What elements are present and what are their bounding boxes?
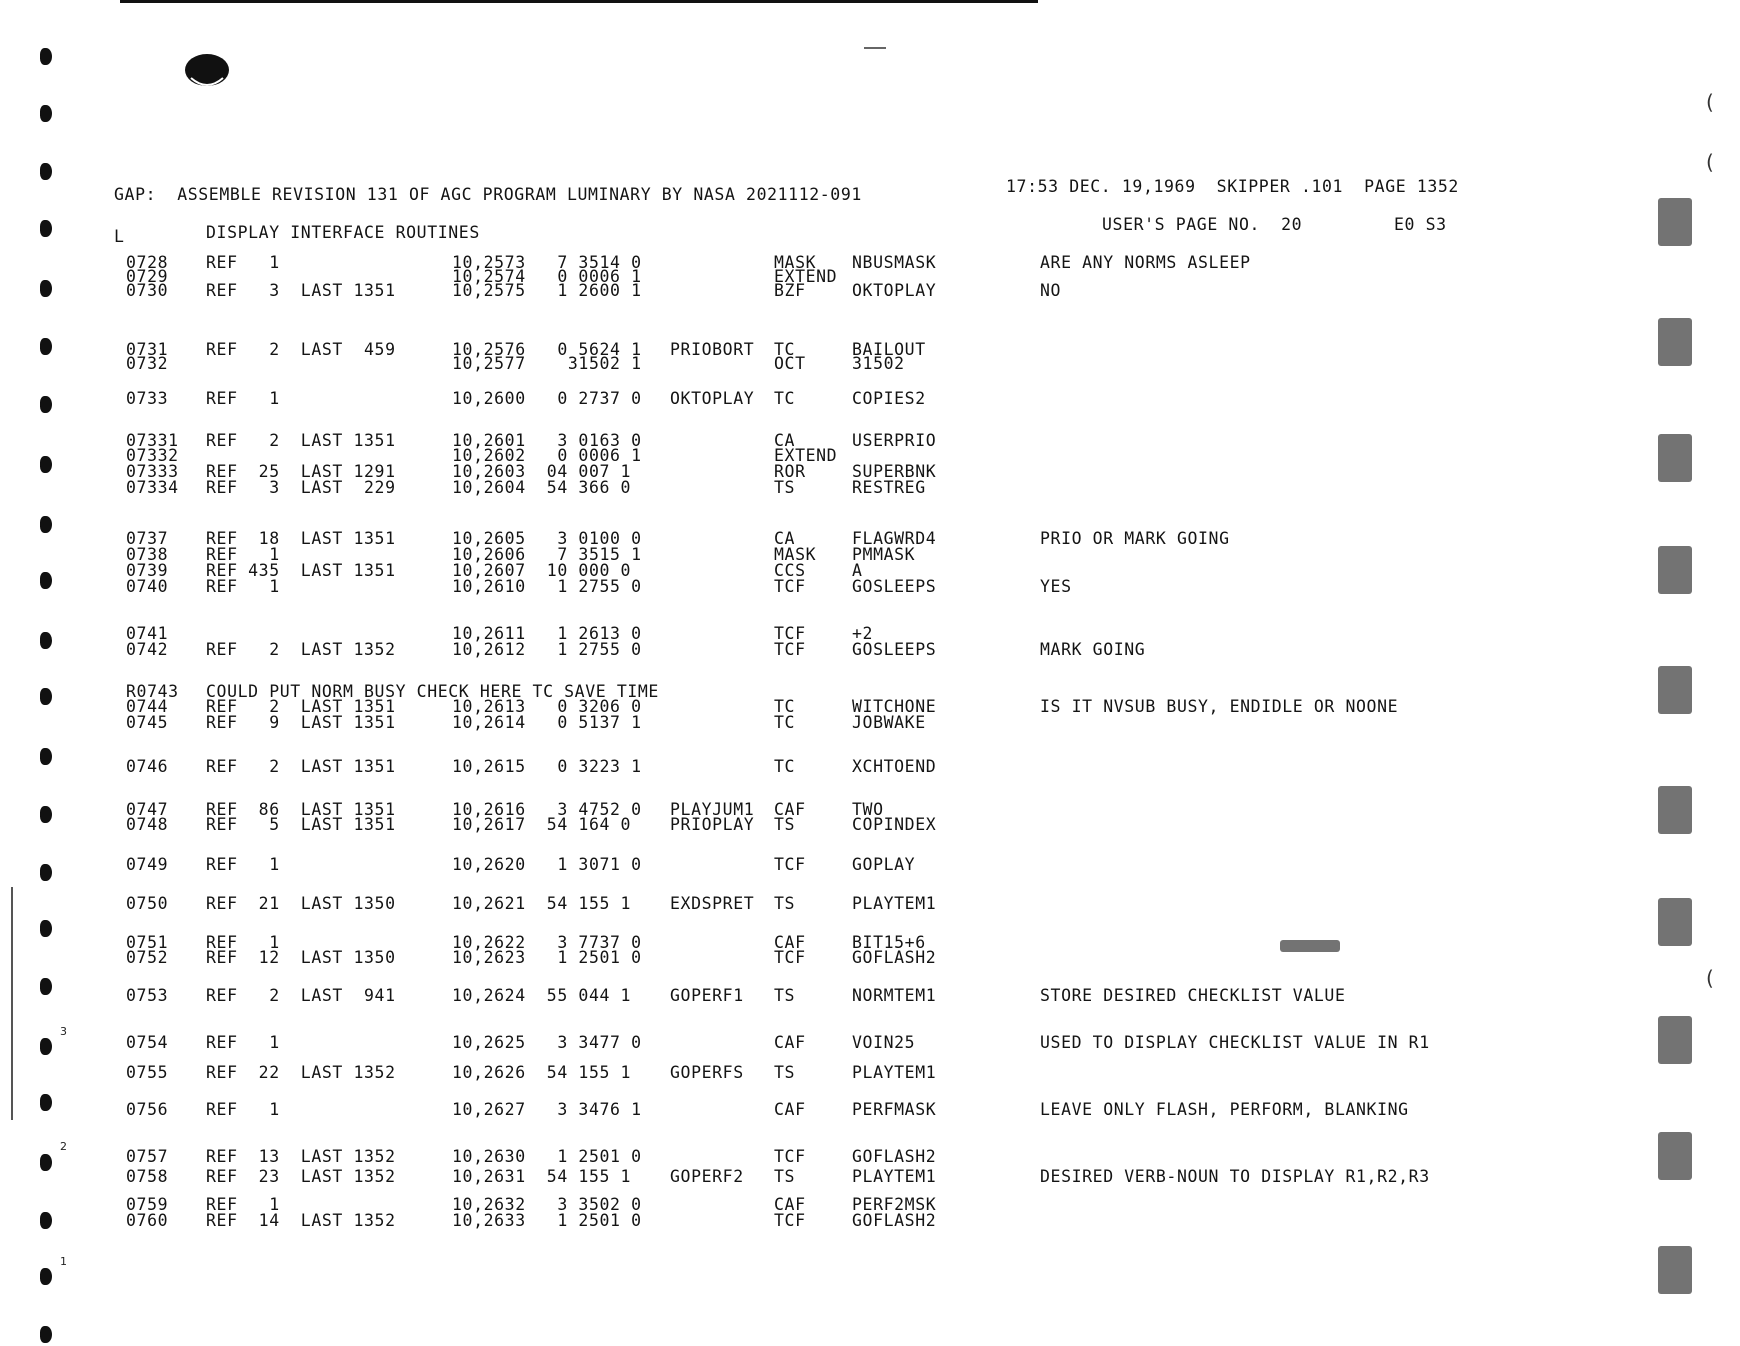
listing-line: 0728 (126, 253, 169, 272)
listing-ref: REF 1 (206, 1100, 280, 1119)
users-page: USER'S PAGE NO. 20 (1102, 215, 1303, 234)
run-info: 17:53 DEC. 19,1969 SKIPPER .101 PAGE 1352 (1006, 177, 1459, 196)
listing-comment: ARE ANY NORMS ASLEEP (1040, 253, 1251, 272)
listing-addr: 10,2621 54 155 1 (452, 894, 632, 913)
listing-title: GAP: ASSEMBLE REVISION 131 OF AGC PROGRAM LUMINARY BY NASA 2021112-091 (114, 185, 862, 204)
edge-mark: ( (1706, 90, 1714, 114)
listing-ref: REF 1 (206, 933, 280, 952)
listing-line: 0742 (126, 640, 169, 659)
listing-comment: LEAVE ONLY FLASH, PERFORM, BLANKING (1040, 1100, 1409, 1119)
listing-comment: USED TO DISPLAY CHECKLIST VALUE IN R1 (1040, 1033, 1430, 1052)
listing-operand: 31502 (852, 354, 905, 373)
listing-comment: YES (1040, 577, 1072, 596)
listing-line: 0748 (126, 815, 169, 834)
listing-op: TS (774, 894, 796, 913)
listing-comment: IS IT NVSUB BUSY, ENDIDLE OR NOONE (1040, 697, 1399, 716)
listing-operand: GOSLEEPS (852, 640, 937, 659)
listing-ref: REF 13 LAST 1352 (206, 1147, 396, 1166)
listing-operand: A (852, 561, 863, 580)
listing-line: 0732 (126, 354, 169, 373)
smudge (1658, 898, 1692, 946)
listing-line: 0745 (126, 713, 169, 732)
listing-addr: 10,2612 1 2755 0 (452, 640, 642, 659)
listing-addr: 10,2632 3 3502 0 (452, 1195, 642, 1214)
listing-addr: 10,2600 0 2737 0 (452, 389, 642, 408)
listing-operand: FLAGWRD4 (852, 529, 937, 548)
listing-op: TS (774, 986, 796, 1005)
listing-ref: REF 2 LAST 1351 (206, 431, 396, 450)
listing-addr: 10,2633 1 2501 0 (452, 1211, 642, 1230)
margin-mark: 2 (60, 1140, 67, 1153)
listing-line: 07331 (126, 431, 179, 450)
listing-ref: REF 2 LAST 941 (206, 986, 396, 1005)
listing-comment: NO (1040, 281, 1062, 300)
listing-addr: 10,2577 31502 1 (452, 354, 642, 373)
listing-operand: GOSLEEPS (852, 577, 937, 596)
listing-operand: BAILOUT (852, 340, 926, 359)
listing-op: EXTEND (774, 267, 838, 286)
listing-ref: REF 1 (206, 545, 280, 564)
listing-addr: 10,2622 3 7737 0 (452, 933, 642, 952)
margin-mark: 1 (60, 1255, 67, 1268)
listing-operand: +2 (852, 624, 874, 643)
listing-line: 0730 (126, 281, 169, 300)
binder-hole (40, 338, 52, 355)
listing-comment: DESIRED VERB-NOUN TO DISPLAY R1,R2,R3 (1040, 1167, 1430, 1186)
listing-op: OCT (774, 354, 806, 373)
binder-hole (40, 806, 52, 823)
listing-ref: REF 1 (206, 577, 280, 596)
listing-ref: REF 1 (206, 389, 280, 408)
listing-op: ROR (774, 462, 806, 481)
listing-operand: COPINDEX (852, 815, 937, 834)
listing-operand: COPIES2 (852, 389, 926, 408)
listing-op: BZF (774, 281, 806, 300)
edge-mark: ( (1706, 966, 1714, 990)
margin-mark: 3 (60, 1025, 67, 1038)
listing-addr: 10,2615 0 3223 1 (452, 757, 642, 776)
listing-operand: GOPLAY (852, 855, 916, 874)
listing-line: 07334 (126, 478, 179, 497)
listing-ref: REF 18 LAST 1351 (206, 529, 396, 548)
listing-addr: 10,2627 3 3476 1 (452, 1100, 642, 1119)
listing-line: 0746 (126, 757, 169, 776)
listing-addr: 10,2620 1 3071 0 (452, 855, 642, 874)
listing-ref: REF 3 LAST 1351 (206, 281, 396, 300)
listing-line: 0754 (126, 1033, 169, 1052)
listing-addr: 10,2613 0 3206 0 (452, 697, 642, 716)
binder-hole (40, 632, 52, 649)
binder-hole (40, 920, 52, 937)
listing-addr: 10,2625 3 3477 0 (452, 1033, 642, 1052)
listing-op: TCF (774, 948, 806, 967)
listing-line: 0752 (126, 948, 169, 967)
listing-line: 0740 (126, 577, 169, 596)
listing-addr: 10,2606 7 3515 1 (452, 545, 642, 564)
listing-line: 0749 (126, 855, 169, 874)
listing-line: 0753 (126, 986, 169, 1005)
listing-line: 0756 (126, 1100, 169, 1119)
listing-operand: OKTOPLAY (852, 281, 937, 300)
binder-hole (40, 572, 52, 589)
listing-addr: 10,2630 1 2501 0 (452, 1147, 642, 1166)
listing-label: PRIOBORT (670, 340, 755, 359)
listing-op: CAF (774, 1100, 806, 1119)
listing-op: CA (774, 529, 796, 548)
listing-line: 0751 (126, 933, 169, 952)
binder-hole (40, 105, 52, 122)
listing-addr: 10,2617 54 164 0 (452, 815, 632, 834)
listing-op: TCF (774, 577, 806, 596)
listing-ref: COULD PUT NORM BUSY CHECK HERE TC SAVE TIME (206, 682, 659, 701)
binder-hole (40, 280, 52, 297)
listing-ref: REF 435 LAST 1351 (206, 561, 396, 580)
binder-hole (40, 48, 52, 65)
listing-line: 0729 (126, 267, 169, 286)
listing-line: 0738 (126, 545, 169, 564)
smudge (1658, 1132, 1692, 1180)
listing-operand: BIT15+6 (852, 933, 926, 952)
listing-op: CCS (774, 561, 806, 580)
listing-op: TS (774, 478, 796, 497)
section-marker: L (114, 227, 125, 246)
listing-addr: 10,2605 3 0100 0 (452, 529, 642, 548)
listing-operand: JOBWAKE (852, 713, 926, 732)
smudge (1658, 546, 1692, 594)
listing-addr: 10,2610 1 2755 0 (452, 577, 642, 596)
listing-label: EXDSPRET (670, 894, 755, 913)
listing-line: 0750 (126, 894, 169, 913)
listing-addr: 10,2631 54 155 1 (452, 1167, 632, 1186)
listing-ref: REF 22 LAST 1352 (206, 1063, 396, 1082)
listing-operand: USERPRIO (852, 431, 937, 450)
listing-operand: RESTREG (852, 478, 926, 497)
listing-operand: SUPERBNK (852, 462, 937, 481)
listing-ref: REF 2 LAST 1352 (206, 640, 396, 659)
listing-line: 0755 (126, 1063, 169, 1082)
listing-operand: VOIN25 (852, 1033, 916, 1052)
listing-ref: REF 1 (206, 253, 280, 272)
smudge (1658, 318, 1692, 366)
listing-label: PRIOPLAY (670, 815, 755, 834)
listing-ref: REF 5 LAST 1351 (206, 815, 396, 834)
left-margin-rule (11, 887, 13, 1120)
listing-addr: 10,2616 3 4752 0 (452, 800, 642, 819)
log-section: E0 S3 (1394, 215, 1447, 234)
listing-line: R0743 (126, 682, 179, 701)
listing-operand: GOFLASH2 (852, 1211, 937, 1230)
listing-line: 0733 (126, 389, 169, 408)
listing-ref: REF 9 LAST 1351 (206, 713, 396, 732)
listing-label: GOPERF1 (670, 986, 744, 1005)
listing-op: TC (774, 757, 796, 776)
listing-ref: REF 12 LAST 1350 (206, 948, 396, 967)
listing-label: GOPERFS (670, 1063, 744, 1082)
listing-line: 0757 (126, 1147, 169, 1166)
binder-hole (40, 1154, 52, 1171)
listing-ref: REF 21 LAST 1350 (206, 894, 396, 913)
listing-operand: PLAYTEM1 (852, 1063, 937, 1082)
binder-hole (40, 163, 52, 180)
smudge (1658, 666, 1692, 714)
listing-addr: 10,2604 54 366 0 (452, 478, 632, 497)
listing-line: 0747 (126, 800, 169, 819)
binder-hole (40, 864, 52, 881)
smudge (1658, 1246, 1692, 1294)
listing-operand: PLAYTEM1 (852, 1167, 937, 1186)
smudge (1658, 198, 1692, 246)
listing-op: TC (774, 340, 796, 359)
listing-operand: PERF2MSK (852, 1195, 937, 1214)
binder-hole (40, 396, 52, 413)
listing-op: TC (774, 713, 796, 732)
smudge (1658, 434, 1692, 482)
listing-addr: 10,2573 7 3514 0 (452, 253, 642, 272)
listing-addr: 10,2575 1 2600 1 (452, 281, 642, 300)
listing-op: CAF (774, 1195, 806, 1214)
top-rule (120, 0, 1038, 3)
binder-hole (40, 220, 52, 237)
binder-hole (40, 1094, 52, 1111)
listing-addr: 10,2607 10 000 0 (452, 561, 632, 580)
listing-operand: PERFMASK (852, 1100, 937, 1119)
listing-operand: NBUSMASK (852, 253, 937, 272)
listing-operand: PMMASK (852, 545, 916, 564)
smudge (1658, 786, 1692, 834)
binder-hole (40, 1326, 52, 1343)
listing-addr: 10,2611 1 2613 0 (452, 624, 642, 643)
listing-operand: XCHTOEND (852, 757, 937, 776)
listing-operand: PLAYTEM1 (852, 894, 937, 913)
listing-operand: NORMTEM1 (852, 986, 937, 1005)
listing-operand: GOFLASH2 (852, 948, 937, 967)
binder-hole (40, 1038, 52, 1055)
listing-ref: REF 2 LAST 459 (206, 340, 396, 359)
listing-comment: STORE DESIRED CHECKLIST VALUE (1040, 986, 1346, 1005)
binder-hole (40, 1268, 52, 1285)
listing-op: TS (774, 1167, 796, 1186)
listing-label: GOPERF2 (670, 1167, 744, 1186)
listing-op: TCF (774, 1211, 806, 1230)
listing-addr: 10,2614 0 5137 1 (452, 713, 642, 732)
listing-ref: REF 3 LAST 229 (206, 478, 396, 497)
listing-op: TCF (774, 640, 806, 659)
listing-op: TCF (774, 855, 806, 874)
listing-op: TS (774, 1063, 796, 1082)
listing-addr: 10,2626 54 155 1 (452, 1063, 632, 1082)
listing-label: PLAYJUM1 (670, 800, 755, 819)
listing-op: TS (774, 815, 796, 834)
listing-op: CAF (774, 1033, 806, 1052)
listing-op: EXTEND (774, 446, 838, 465)
listing-line: 0739 (126, 561, 169, 580)
listing-op: TC (774, 389, 796, 408)
listing-operand: WITCHONE (852, 697, 937, 716)
listing-op: CAF (774, 933, 806, 952)
listing-op: MASK (774, 545, 817, 564)
listing-comment: PRIO OR MARK GOING (1040, 529, 1230, 548)
listing-label: OKTOPLAY (670, 389, 755, 408)
listing-op: TCF (774, 624, 806, 643)
listing-op: TCF (774, 1147, 806, 1166)
binder-hole (40, 1212, 52, 1229)
smudge (1280, 940, 1340, 952)
listing-line: 0744 (126, 697, 169, 716)
listing-op: TC (774, 697, 796, 716)
binder-hole (40, 456, 52, 473)
listing-addr: 10,2574 0 0006 1 (452, 267, 642, 286)
binder-hole (40, 748, 52, 765)
listing-ref: REF 2 LAST 1351 (206, 697, 396, 716)
edge-mark: ( (1706, 150, 1714, 174)
smudge (1658, 1016, 1692, 1064)
listing-op: CAF (774, 800, 806, 819)
mark-dash (864, 47, 886, 49)
binder-hole (40, 688, 52, 705)
listing-op: MASK (774, 253, 817, 272)
listing-addr: 10,2602 0 0006 1 (452, 446, 642, 465)
listing-line: 0759 (126, 1195, 169, 1214)
listing-line: 0741 (126, 624, 169, 643)
listing-addr: 10,2624 55 044 1 (452, 986, 632, 1005)
listing-ref: REF 23 LAST 1352 (206, 1167, 396, 1186)
punch-hole-icon (184, 52, 230, 90)
listing-line: 0760 (126, 1211, 169, 1230)
listing-line: 0737 (126, 529, 169, 548)
listing-line: 0758 (126, 1167, 169, 1186)
listing-ref: REF 25 LAST 1291 (206, 462, 396, 481)
listing-ref: REF 1 (206, 1195, 280, 1214)
listing-ref: REF 86 LAST 1351 (206, 800, 396, 819)
section-title: DISPLAY INTERFACE ROUTINES (206, 223, 480, 242)
listing-addr: 10,2576 0 5624 1 (452, 340, 642, 359)
listing-ref: REF 1 (206, 855, 280, 874)
listing-op: CA (774, 431, 796, 450)
listing-line: 07333 (126, 462, 179, 481)
listing-addr: 10,2623 1 2501 0 (452, 948, 642, 967)
listing-addr: 10,2601 3 0163 0 (452, 431, 642, 450)
listing-operand: GOFLASH2 (852, 1147, 937, 1166)
listing-line: 0731 (126, 340, 169, 359)
listing-line: 07332 (126, 446, 179, 465)
listing-ref: REF 2 LAST 1351 (206, 757, 396, 776)
binder-hole (40, 978, 52, 995)
binder-hole (40, 516, 52, 533)
listing-ref: REF 14 LAST 1352 (206, 1211, 396, 1230)
listing-operand: TWO (852, 800, 884, 819)
listing-comment: MARK GOING (1040, 640, 1146, 659)
listing-addr: 10,2603 04 007 1 (452, 462, 632, 481)
listing-ref: REF 1 (206, 1033, 280, 1052)
